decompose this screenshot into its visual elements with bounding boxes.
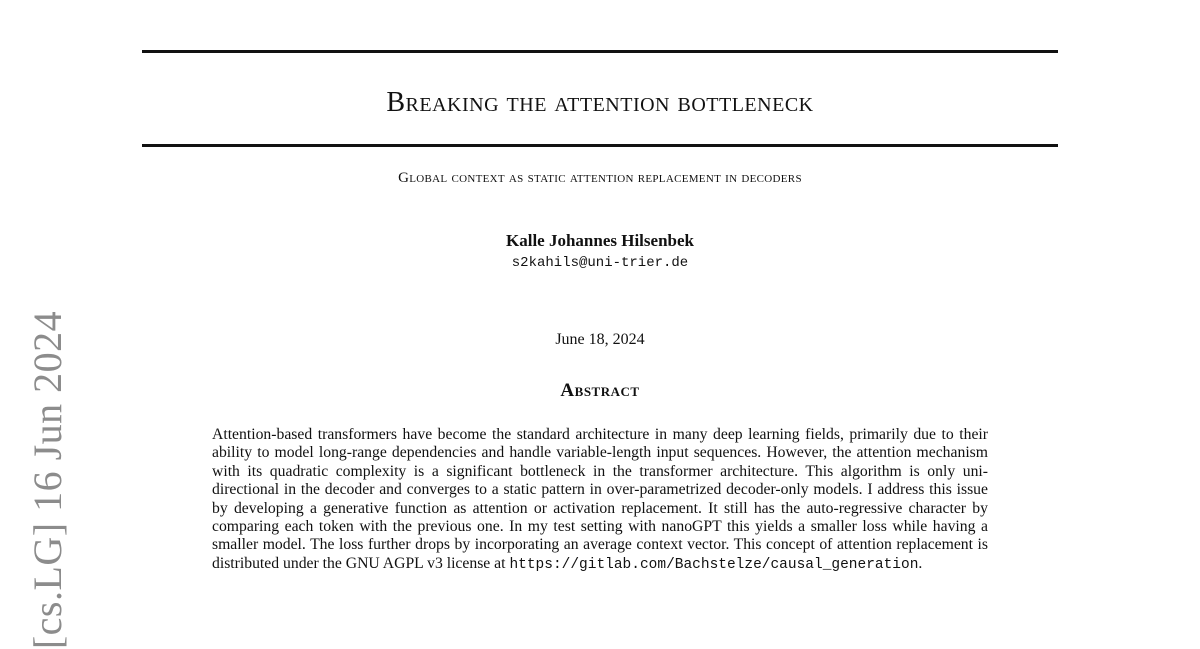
abstract-body [212, 426, 988, 574]
paper-date: June 18, 2024 [555, 331, 645, 348]
author-email: s2kahils@uni-trier.de [511, 255, 689, 271]
abstract-text: Attention-based transformers have become the standard architecture in many deep learning fields, primarily due to their ability to model long-range dependencies and handle variable-length input sequences. However, the attention mechanism with its quadratic complexity is a significant bottleneck in the transformer architecture. This algorithm is only uni-directional in the decoder and converges to a static pattern in over-parametrized decoder-only models. I address this issue by developing a generative function as attention or activation replacement. It still has the auto-regressive character by comparing each token with the previous one. In my test setting with nanoGPT this yields a smaller loss while having a smaller model. The loss further drops by incorporating an average context vector. This concept of attention replacement is distributed under the GNU AGPL v3 license at [212, 426, 988, 572]
title-rule-bottom [142, 144, 1058, 147]
paper-subtitle: Global context as static attention replacement in decoders [398, 170, 802, 186]
abstract-heading: Abstract [560, 380, 640, 401]
title-rule-top [142, 50, 1058, 53]
abstract-url: https://gitlab.com/Bachstelze/causal_generation [509, 556, 919, 573]
abstract-end: . [918, 554, 923, 572]
paper-title: Breaking the attention bottleneck [386, 87, 814, 118]
author-name: Kalle Johannes Hilsenbek [506, 231, 694, 250]
arxiv-stamp: [cs.LG] 16 Jun 2024 [25, 310, 70, 649]
